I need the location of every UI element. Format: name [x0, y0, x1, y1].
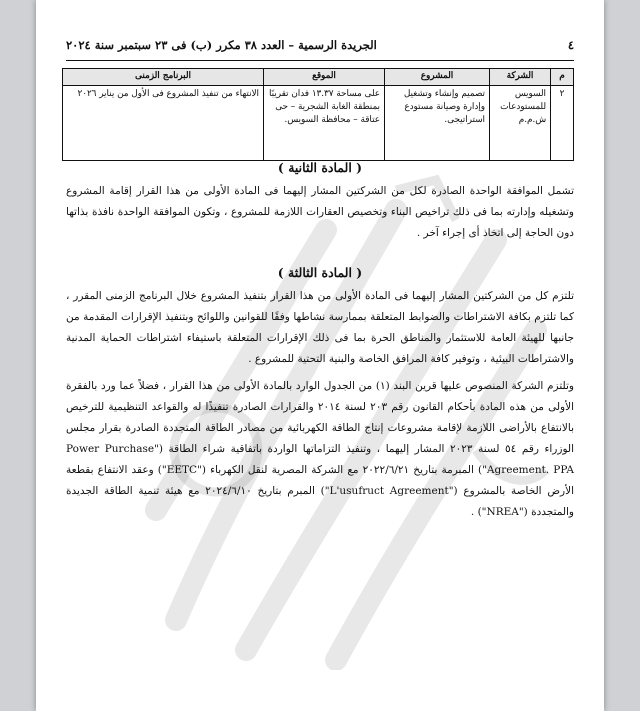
- table-row: [63, 86, 574, 161]
- article-2-heading: ( المادة الثانية ): [277, 160, 363, 175]
- article-2-paragraph: تشمل الموافقة الواحدة الصادرة لكل من الشركتين المشار إليهما فى المادة الأولى من هذا القرار إقامة المشروع وتشغيله وإدارته بما فى ذلك تراخيص البناء وتخصيص العقارات اللازمة للمشروع ، وتكون الموافقة الواحدة نافذة بذاتها دون الحاجة إلى اتخاذ أى إجراء آخر .: [66, 185, 574, 239]
- company-cell: السويس للمستودعات ش.م.م: [490, 86, 551, 161]
- gazette-title: الجريدة الرسمية – العدد ٣٨ مكرر (ب) فى ٢٣ سبتمبر سنة ٢٠٢٤: [66, 38, 377, 52]
- col-company-header: الشركة: [490, 69, 551, 86]
- document-page: [36, 0, 604, 711]
- projects-table: [62, 68, 574, 161]
- page-header: [66, 38, 574, 52]
- article-3-text: [66, 286, 574, 523]
- article-3-heading: ( المادة الثالثة ): [277, 265, 363, 280]
- page-number: ٤: [567, 38, 574, 52]
- col-number-header: م: [551, 69, 574, 86]
- col-project-header: المشروع: [385, 69, 490, 86]
- article-3-paragraph-1: تلتزم كل من الشركتين المشار إليهما فى المادة الأولى من هذا القرار بتنفيذ المشروع خلال البرنامج الزمنى المقرر ، كما تلتزم بكافة الاشتراطات والضوابط المتعلقة بممارسة نشاطها وفقًا للقوانين واللوائح وبتنفيذ الإقرارات المقدمة من جانبها للهيئة العامة للاستثمار والمناطق الحرة بما فى ذلك الإقرارات المتعلقة باستيفاء اشتراطات الحماية المدنية والاشتراطات البيئية ، وتوفير كافة المرافق الخاصة والبنية التحتية للمشروع .: [66, 290, 574, 365]
- article-2-text: [66, 181, 574, 244]
- timeline-cell: الانتهاء من تنفيذ المشروع فى الأول من يناير ٢٠٢٦: [63, 86, 264, 161]
- col-timeline-header: البرنامج الزمنى: [63, 69, 264, 86]
- location-cell: على مساحة ١٣.٣٧ فدان تقريبًا بمنطقة الغابة الشجرية – حى عتاقة – محافظة السويس.: [264, 86, 385, 161]
- article-3-paragraph-2: وتلتزم الشركة المنصوص عليها قرين البند (١) من الجدول الوارد بالمادة الأولى من هذا القرار ، فضلاً عما ورد بالفقرة الأولى من هذه المادة بأحكام القانون رقم ٢٠٣ لسنة ٢٠١٤ والقرارات الصادرة تنفيذًا له والقواعد التنظيمية للترخيص بالانتفاع بالأراضى اللازمة لإقامة مشروعات إنتاج الطاقة الكهربائية من مصادر الطاقة المتجددة الصادرة بقرار مجلس الوزراء رقم ٥٤ لسنة ٢٠٢٣ المشار إليهما ، وتنفيذ التزاماتها الواردة باتفاقية شراء الطاقة ("Power Purchase Agreement. PPA") المبرمة بتاريخ ٢٠٢٢/٦/٢١ مع الشركة المصرية لنقل الكهرباء ("EETC") وعقد الانتفاع بقطعة الأرض الخاصة بالمشروع ("L'usufruct Agreement") المبرم بتاريخ ٢٠٢٤/٦/١٠ مع هيئة تنمية الطاقة الجديدة والمتجددة ("NREA") .: [66, 380, 574, 518]
- table-header-row: [63, 69, 574, 86]
- header-divider: [66, 60, 574, 61]
- project-cell: تصميم وإنشاء وتشغيل وإدارة وصيانة مستودع استراتيجى.: [385, 86, 490, 161]
- col-location-header: الموقع: [264, 69, 385, 86]
- row-number: ٢: [551, 86, 574, 161]
